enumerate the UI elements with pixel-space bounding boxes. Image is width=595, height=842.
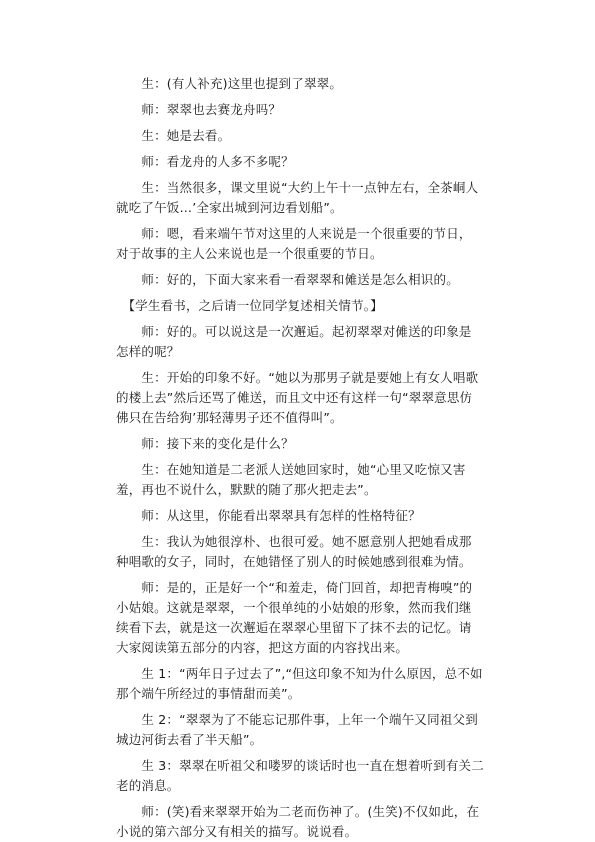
paragraph: 师：(笑)看来翠翠开始为二老而伤神了。(生笑)不仅如此，在小说的第六部分又有相关的描写。说说看。 <box>116 804 480 839</box>
stage-direction: 【学生看书，之后请一位同学复述相关情节。】 <box>116 298 383 313</box>
paragraph: 生：在她知道是二老派人送她回家时，她“心里又吃惊又害羞，再也不说什么，默默的随了那火把走去”。 <box>116 462 466 497</box>
paragraph: 生：她是去看。 <box>116 128 231 143</box>
paragraph: 生 3：翠翠在听祖父和喽罗的谈话时也一直在想着听到有关二老的消息。 <box>116 758 484 793</box>
paragraph: 生：当然很多，课文里说“大约上午十一点钟左右，全茶峒人就吃了午饭…’全家出城到河边看划船”。 <box>116 180 479 215</box>
paragraph: 生：我认为她很淳朴、也很可爱。她不愿意别人把她看成那种唱歌的女子，同时，在她错怪了别人的时候她感到很难为情。 <box>116 534 472 569</box>
paragraph: 师：看龙舟的人多不多呢？ <box>116 154 294 169</box>
paragraph: 师：好的，下面大家来看一看翠翠和傩送是怎么相识的。 <box>116 272 459 287</box>
paragraph: 生 2：“翠翠为了不能忘记那件事，上年一个端午又同祖父到城边河街去看了半天船”。 <box>116 712 478 747</box>
paragraph: 师：嗯，看来端午节对这里的人来说是一个很重要的节日，对于故事的主人公来说也是一个很重要的节日。 <box>116 226 472 261</box>
paragraph: 生：开始的印象不好。“她以为那男子就是要她上有女人唱歌的楼上去”然后还骂了傩送，而且文中还有这样一句“翠翠意思仿佛只在告给狗’那轻薄男子还不值得叫”。 <box>116 370 479 425</box>
paragraph: 生：(有人补充)这里也提到了翠翠。 <box>116 76 343 91</box>
paragraph: 师：从这里，你能看出翠翠具有怎样的性格特征？ <box>116 508 421 523</box>
document-body <box>116 74 484 842</box>
paragraph: 师：好的。可以说这是一次邂逅。起初翠翠对傩送的印象是怎样的呢？ <box>116 324 472 359</box>
paragraph: 师：翠翠也去赛龙舟吗？ <box>116 102 282 117</box>
paragraph: 师：接下来的变化是什么？ <box>116 436 294 451</box>
paragraph: 师：是的，正是好一个“和羞走，倚门回首，却把青梅嗅”的小姑娘。这就是翠翠，一个很单纯的小姑娘的形象，然而我们继续看下去，就是这一次邂逅在翠翠心里留下了抹不去的记忆。请大家阅读第五部分的内容，把这方面的内容找出来。 <box>116 580 473 655</box>
paragraph: 生 1：“两年日子过去了”,“但这印象不知为什么原因，总不如那个端午所经过的事情甜而美”。 <box>116 666 483 701</box>
